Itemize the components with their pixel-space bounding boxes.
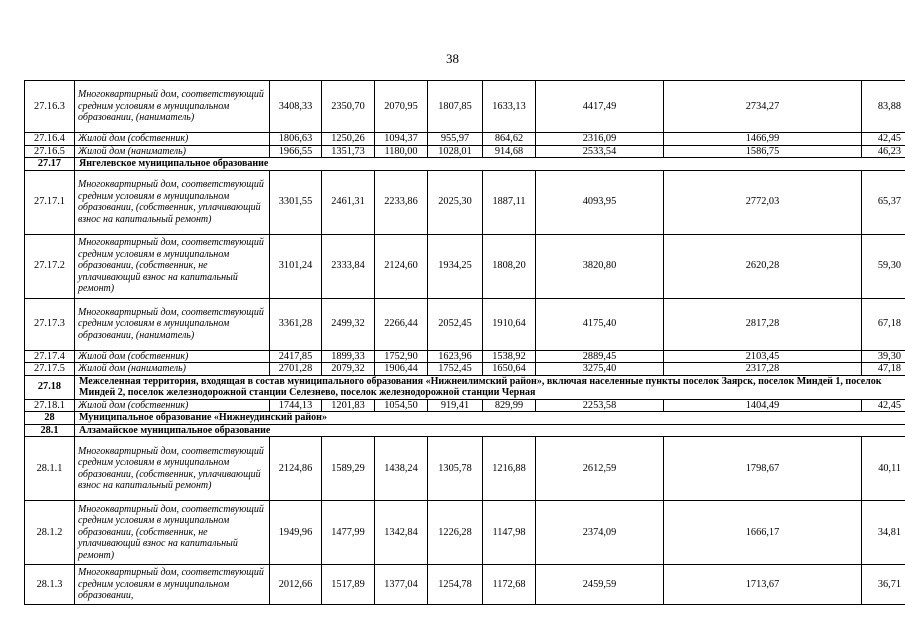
value-cell: 1650,64 [483,363,536,376]
value-cell: 1752,45 [428,363,483,376]
row-code: 27.17.3 [25,298,75,350]
value-cell: 1887,11 [483,170,536,234]
row-description: Многоквартирный дом, соответствующий средним условиям в муниципальном образовании, (наниматель) [75,81,270,133]
row-description: Многоквартирный дом, соответствующий средним условиям в муниципальном образовании, (собственник, уплачивающий взнос на капитальный ремонт) [75,437,270,501]
value-cell: 34,81 [862,501,905,565]
table-row [25,565,905,605]
value-cell: 3361,28 [270,298,322,350]
row-code: 27.17.5 [25,363,75,376]
row-code: 27.18 [25,375,75,399]
row-description: Многоквартирный дом, соответствующий средним условиям в муниципальном образовании, (наниматель) [75,298,270,350]
row-code: 28.1.3 [25,565,75,605]
table-row [25,234,905,298]
value-cell: 1226,28 [428,501,483,565]
table-row [25,350,905,363]
value-cell: 1623,96 [428,350,483,363]
table-row [25,501,905,565]
value-cell: 1798,67 [664,437,862,501]
section-title: Муниципальное образование «Нижнеудинский район» [75,412,905,425]
table-row [25,145,905,158]
value-cell: 4175,40 [536,298,664,350]
row-code: 27.18.1 [25,399,75,412]
value-cell: 2772,03 [664,170,862,234]
value-cell: 1906,44 [375,363,428,376]
row-code: 27.17.2 [25,234,75,298]
table-row [25,363,905,376]
value-cell: 2612,59 [536,437,664,501]
value-cell: 1342,84 [375,501,428,565]
section-title: Межселенная территория, входящая в состав муниципального образования «Нижнеилимский район», включая населенные пункты поселок Заярск, поселок Миндей 1, поселок Миндей 2, поселок железнодорожной станции Селезнево, поселок железнодорожной станции Черная [75,375,905,399]
value-cell: 1250,26 [322,133,375,146]
value-cell: 1147,98 [483,501,536,565]
value-cell: 2233,86 [375,170,428,234]
row-code: 28.1.1 [25,437,75,501]
value-cell: 1517,89 [322,565,375,605]
value-cell: 2012,66 [270,565,322,605]
value-cell: 2461,31 [322,170,375,234]
value-cell: 1351,73 [322,145,375,158]
value-cell: 919,41 [428,399,483,412]
value-cell: 3301,55 [270,170,322,234]
section-row [25,424,905,437]
value-cell: 1713,67 [664,565,862,605]
value-cell: 1538,92 [483,350,536,363]
value-cell: 2103,45 [664,350,862,363]
table-row [25,437,905,501]
value-cell: 1910,64 [483,298,536,350]
row-description: Многоквартирный дом, соответствующий средним условиям в муниципальном образовании, (собственник, не уплачивающий взнос на капитальный ремонт) [75,501,270,565]
table-row [25,81,905,133]
table-row [25,133,905,146]
value-cell: 1949,96 [270,501,322,565]
value-cell: 67,18 [862,298,905,350]
value-cell: 39,30 [862,350,905,363]
value-cell: 1744,13 [270,399,322,412]
section-title: Янгелевское муниципальное образование [75,158,905,171]
row-description: Жилой дом (собственник) [75,350,270,363]
row-code: 27.16.3 [25,81,75,133]
row-code: 27.16.5 [25,145,75,158]
value-cell: 2701,28 [270,363,322,376]
value-cell: 2620,28 [664,234,862,298]
table-row [25,170,905,234]
value-cell: 47,18 [862,363,905,376]
value-cell: 3408,33 [270,81,322,133]
row-description: Многоквартирный дом, соответствующий средним условиям в муниципальном образовании, [75,565,270,605]
value-cell: 1899,33 [322,350,375,363]
row-code: 28 [25,412,75,425]
value-cell: 2417,85 [270,350,322,363]
value-cell: 1966,55 [270,145,322,158]
value-cell: 1808,20 [483,234,536,298]
value-cell: 2070,95 [375,81,428,133]
value-cell: 65,37 [862,170,905,234]
row-description: Жилой дом (наниматель) [75,363,270,376]
row-code: 27.17.1 [25,170,75,234]
row-description: Жилой дом (собственник) [75,399,270,412]
value-cell: 2734,27 [664,81,862,133]
row-code: 27.16.4 [25,133,75,146]
value-cell: 1028,01 [428,145,483,158]
value-cell: 2317,28 [664,363,862,376]
section-title: Алзамайское муниципальное образование [75,424,905,437]
value-cell: 1934,25 [428,234,483,298]
value-cell: 2533,54 [536,145,664,158]
row-code: 27.17.4 [25,350,75,363]
row-code: 27.17 [25,158,75,171]
value-cell: 2079,32 [322,363,375,376]
table-row [25,399,905,412]
tariff-table [24,80,905,605]
value-cell: 1633,13 [483,81,536,133]
page-number: 38 [446,51,459,66]
value-cell: 2499,32 [322,298,375,350]
value-cell: 1216,88 [483,437,536,501]
value-cell: 3820,80 [536,234,664,298]
value-cell: 46,23 [862,145,905,158]
value-cell: 4093,95 [536,170,664,234]
table-body [25,81,905,605]
value-cell: 1666,17 [664,501,862,565]
value-cell: 914,68 [483,145,536,158]
value-cell: 2124,60 [375,234,428,298]
value-cell: 40,11 [862,437,905,501]
value-cell: 2025,30 [428,170,483,234]
value-cell: 955,97 [428,133,483,146]
value-cell: 2052,45 [428,298,483,350]
value-cell: 1180,00 [375,145,428,158]
row-description: Жилой дом (собственник) [75,133,270,146]
value-cell: 2253,58 [536,399,664,412]
section-row [25,158,905,171]
value-cell: 864,62 [483,133,536,146]
value-cell: 1466,99 [664,133,862,146]
value-cell: 829,99 [483,399,536,412]
value-cell: 1377,04 [375,565,428,605]
value-cell: 2817,28 [664,298,862,350]
value-cell: 42,45 [862,399,905,412]
value-cell: 2350,70 [322,81,375,133]
value-cell: 2374,09 [536,501,664,565]
value-cell: 42,45 [862,133,905,146]
value-cell: 1094,37 [375,133,428,146]
value-cell: 3275,40 [536,363,664,376]
value-cell: 36,71 [862,565,905,605]
table-row [25,298,905,350]
value-cell: 83,88 [862,81,905,133]
value-cell: 1589,29 [322,437,375,501]
value-cell: 4417,49 [536,81,664,133]
value-cell: 1477,99 [322,501,375,565]
value-cell: 1305,78 [428,437,483,501]
value-cell: 2266,44 [375,298,428,350]
value-cell: 2124,86 [270,437,322,501]
value-cell: 1054,50 [375,399,428,412]
value-cell: 1438,24 [375,437,428,501]
section-row [25,375,905,399]
value-cell: 1806,63 [270,133,322,146]
value-cell: 59,30 [862,234,905,298]
value-cell: 1586,75 [664,145,862,158]
value-cell: 2333,84 [322,234,375,298]
value-cell: 1752,90 [375,350,428,363]
row-description: Многоквартирный дом, соответствующий средним условиям в муниципальном образовании, (собственник, уплачивающий взнос на капитальный ремонт) [75,170,270,234]
value-cell: 1201,83 [322,399,375,412]
value-cell: 2889,45 [536,350,664,363]
value-cell: 2316,09 [536,133,664,146]
value-cell: 3101,24 [270,234,322,298]
section-row [25,412,905,425]
row-description: Многоквартирный дом, соответствующий средним условиям в муниципальном образовании, (собственник, не уплачивающий взнос на капитальный ремонт) [75,234,270,298]
row-code: 28.1 [25,424,75,437]
value-cell: 1404,49 [664,399,862,412]
row-code: 28.1.2 [25,501,75,565]
value-cell: 1807,85 [428,81,483,133]
value-cell: 1172,68 [483,565,536,605]
row-description: Жилой дом (наниматель) [75,145,270,158]
value-cell: 2459,59 [536,565,664,605]
value-cell: 1254,78 [428,565,483,605]
